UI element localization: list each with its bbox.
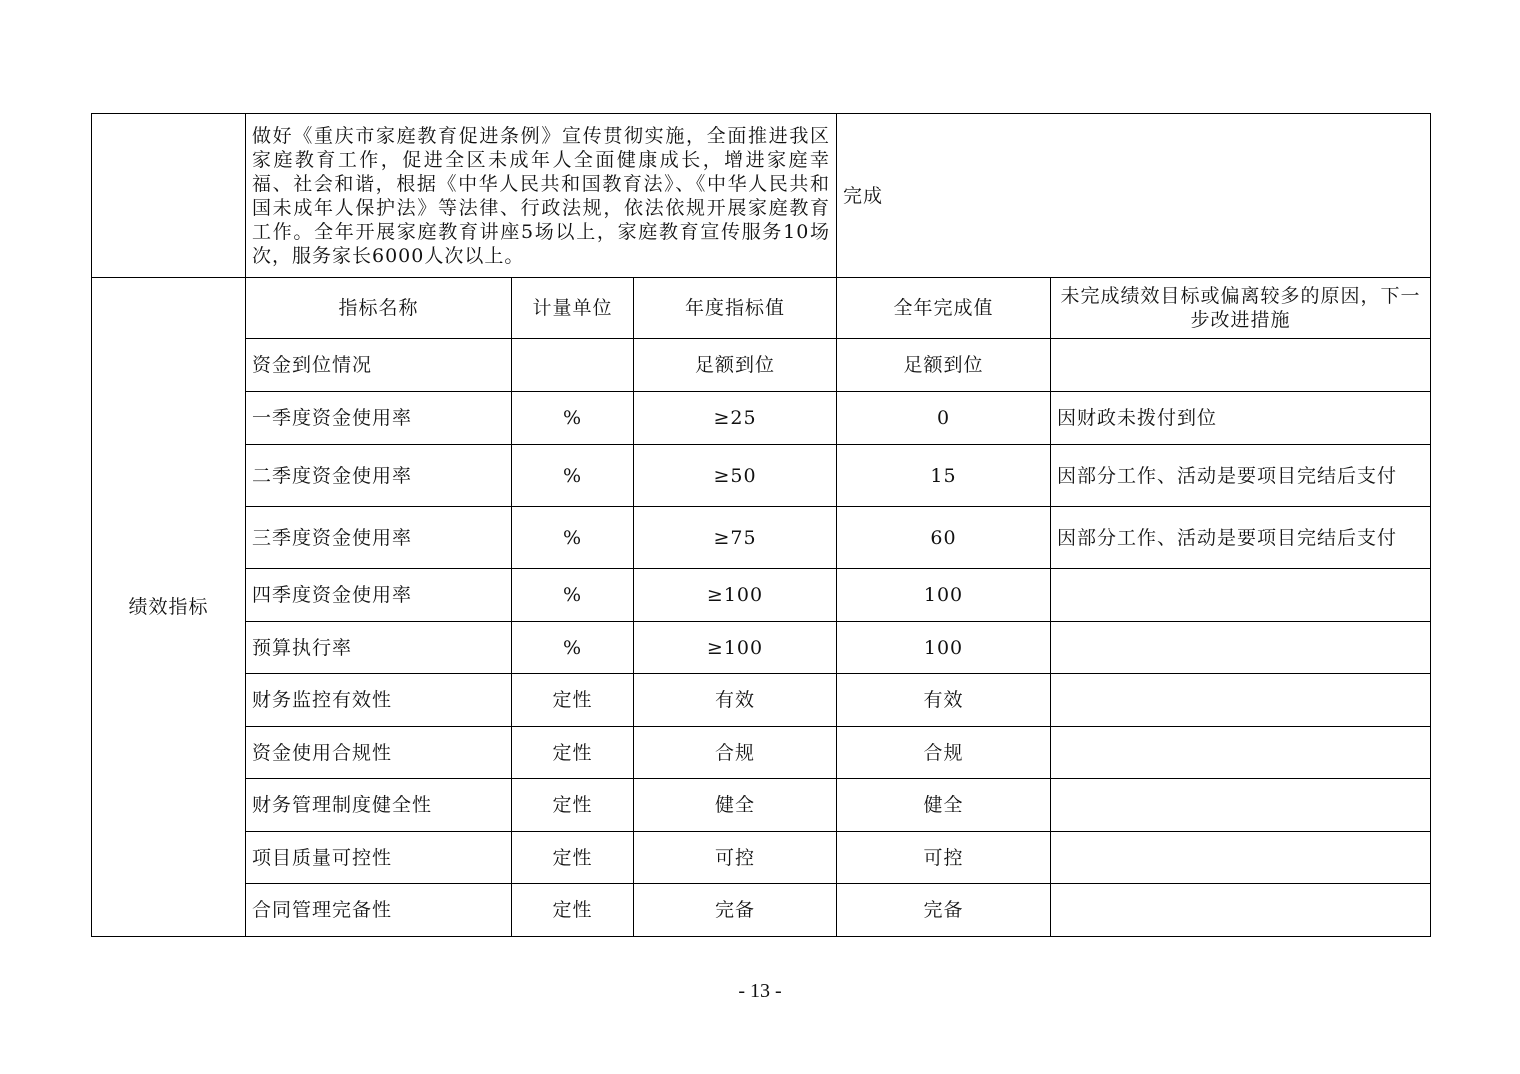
indicator-unit: 定性 xyxy=(512,832,634,884)
indicator-actual: 合规 xyxy=(837,727,1051,779)
indicator-reason xyxy=(1051,884,1431,937)
indicator-unit: % xyxy=(512,392,634,445)
page-number: - 13 - xyxy=(738,980,782,1002)
table-row xyxy=(92,779,1431,832)
objective-row xyxy=(92,114,1431,278)
header-actual: 全年完成值 xyxy=(837,278,1051,339)
indicator-target: ≥75 xyxy=(634,507,837,569)
indicator-target: 合规 xyxy=(634,727,837,779)
indicator-name: 项目质量可控性 xyxy=(246,832,512,884)
header-reason: 未完成绩效目标或偏离较多的原因，下一步改进措施 xyxy=(1051,278,1431,339)
indicator-name: 预算执行率 xyxy=(246,622,512,674)
indicator-name: 三季度资金使用率 xyxy=(246,507,512,569)
table-row xyxy=(92,339,1431,392)
table-row xyxy=(92,392,1431,445)
section-label: 绩效指标 xyxy=(92,278,246,937)
table-row xyxy=(92,832,1431,884)
indicator-unit: % xyxy=(512,569,634,622)
table-row xyxy=(92,622,1431,674)
indicator-actual: 可控 xyxy=(837,832,1051,884)
indicator-reason: 因部分工作、活动是要项目完结后支付 xyxy=(1051,445,1431,507)
header-target: 年度指标值 xyxy=(634,278,837,339)
objective-status: 完成 xyxy=(837,114,1431,278)
indicator-target: ≥25 xyxy=(634,392,837,445)
indicator-actual: 0 xyxy=(837,392,1051,445)
indicator-target: ≥100 xyxy=(634,569,837,622)
table-row xyxy=(92,445,1431,507)
indicator-reason: 因部分工作、活动是要项目完结后支付 xyxy=(1051,507,1431,569)
indicator-actual: 足额到位 xyxy=(837,339,1051,392)
header-row xyxy=(92,278,1431,339)
indicator-target: 可控 xyxy=(634,832,837,884)
indicator-unit: 定性 xyxy=(512,727,634,779)
indicator-name: 二季度资金使用率 xyxy=(246,445,512,507)
indicator-actual: 100 xyxy=(837,569,1051,622)
indicator-unit: % xyxy=(512,622,634,674)
header-unit: 计量单位 xyxy=(512,278,634,339)
table-row xyxy=(92,507,1431,569)
table-row xyxy=(92,674,1431,727)
indicator-actual: 100 xyxy=(837,622,1051,674)
indicator-reason xyxy=(1051,779,1431,832)
indicator-reason xyxy=(1051,339,1431,392)
indicator-reason xyxy=(1051,832,1431,884)
indicator-reason xyxy=(1051,569,1431,622)
indicator-unit: % xyxy=(512,507,634,569)
indicator-reason xyxy=(1051,622,1431,674)
indicator-actual: 有效 xyxy=(837,674,1051,727)
objective-text: 做好《重庆市家庭教育促进条例》宣传贯彻实施，全面推进我区家庭教育工作，促进全区未成年人全面健康成长，增进家庭幸福、社会和谐，根据《中华人民共和国教育法》、《中华人民共和国未成年人保护法》等法律、行政法规，依法依规开展家庭教育工作。全年开展家庭教育讲座5场以上，家庭教育宣传服务10场次，服务家长6000人次以上。 xyxy=(246,114,837,278)
indicator-target: 完备 xyxy=(634,884,837,937)
indicator-target: ≥50 xyxy=(634,445,837,507)
table-row xyxy=(92,884,1431,937)
indicator-target: 足额到位 xyxy=(634,339,837,392)
indicator-actual: 15 xyxy=(837,445,1051,507)
indicator-name: 财务管理制度健全性 xyxy=(246,779,512,832)
indicator-name: 资金到位情况 xyxy=(246,339,512,392)
indicator-target: 有效 xyxy=(634,674,837,727)
indicator-unit: 定性 xyxy=(512,779,634,832)
indicator-actual: 60 xyxy=(837,507,1051,569)
objective-label-cell xyxy=(92,114,246,278)
indicator-reason xyxy=(1051,727,1431,779)
indicator-actual: 健全 xyxy=(837,779,1051,832)
indicator-target: 健全 xyxy=(634,779,837,832)
indicator-unit: % xyxy=(512,445,634,507)
header-name: 指标名称 xyxy=(246,278,512,339)
indicator-reason: 因财政未拨付到位 xyxy=(1051,392,1431,445)
indicator-target: ≥100 xyxy=(634,622,837,674)
indicator-unit: 定性 xyxy=(512,674,634,727)
indicator-actual: 完备 xyxy=(837,884,1051,937)
indicator-name: 四季度资金使用率 xyxy=(246,569,512,622)
table-row xyxy=(92,727,1431,779)
performance-table xyxy=(91,113,1431,937)
indicator-name: 合同管理完备性 xyxy=(246,884,512,937)
indicator-name: 财务监控有效性 xyxy=(246,674,512,727)
indicator-name: 资金使用合规性 xyxy=(246,727,512,779)
table-row xyxy=(92,569,1431,622)
indicator-unit: 定性 xyxy=(512,884,634,937)
indicator-reason xyxy=(1051,674,1431,727)
indicator-unit xyxy=(512,339,634,392)
indicator-name: 一季度资金使用率 xyxy=(246,392,512,445)
